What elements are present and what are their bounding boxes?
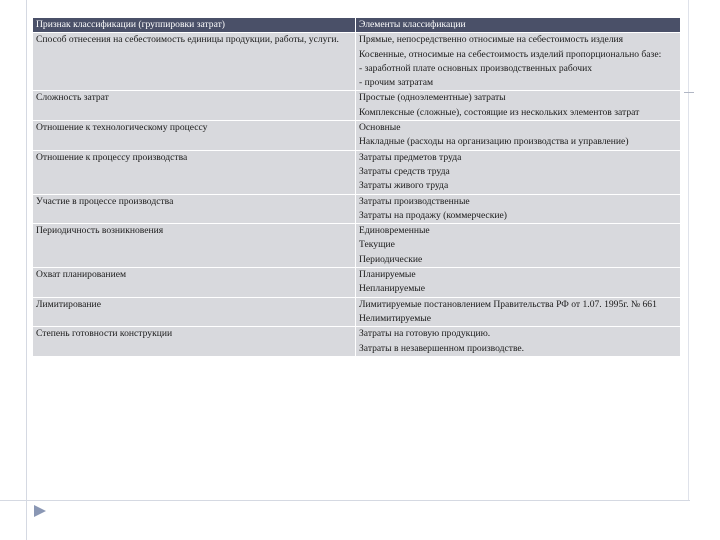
elements-cell xyxy=(356,224,681,268)
table-header-row xyxy=(33,18,681,33)
table-row xyxy=(33,33,681,91)
right-tick-mark xyxy=(684,92,694,93)
table-row xyxy=(33,327,681,357)
elements-cell xyxy=(356,327,681,357)
elements-text: Затраты производственные Затраты на продажу (коммерческие) xyxy=(359,195,507,221)
elements-text: Планируемые Непланируемые xyxy=(359,269,426,295)
header-feature: Признак классификации (группировки затрат) xyxy=(33,18,356,33)
elements-text: Прямые, непосредственно относимые на себестоимость изделия Косвенные, относимые на себестоимость изделий пропорционально базе: - заработной плате основных производственных рабочих - прочим затратам xyxy=(359,34,662,89)
elements-text: Затраты на готовую продукцию. Затраты в незавершенном производстве. xyxy=(359,328,525,354)
elements-text: Единовременные Текущие Периодические xyxy=(359,225,430,265)
elements-cell xyxy=(356,150,681,194)
elements-cell xyxy=(356,268,681,298)
feature-cell: Охват планированием xyxy=(33,268,356,298)
feature-cell: Степень готовности конструкции xyxy=(33,327,356,357)
elements-text: Основные Накладные (расходы на организацию производства и управление) xyxy=(359,122,629,148)
elements-cell xyxy=(356,194,681,224)
header-elements: Элементы классификации xyxy=(356,18,681,33)
elements-cell xyxy=(356,33,681,91)
table-row xyxy=(33,91,681,121)
feature-cell: Отношение к процессу производства xyxy=(33,150,356,194)
feature-cell: Лимитирование xyxy=(33,297,356,327)
elements-cell xyxy=(356,121,681,151)
feature-cell: Сложность затрат xyxy=(33,91,356,121)
feature-cell: Отношение к технологическому процессу xyxy=(33,121,356,151)
triangle-right-icon[interactable] xyxy=(33,504,47,518)
table-row xyxy=(33,224,681,268)
right-guide-line xyxy=(688,0,689,500)
bottom-guide-line xyxy=(0,500,690,501)
table-row xyxy=(33,297,681,327)
elements-text: Лимитируемые постановлением Правительства РФ от 1.07. 1995г. № 661 Нелимитируемые xyxy=(359,298,657,324)
table-row xyxy=(33,268,681,298)
feature-cell: Периодичность возникновения xyxy=(33,224,356,268)
elements-text: Затраты предметов труда Затраты средств труда Затраты живого труда xyxy=(359,151,462,192)
table-row xyxy=(33,150,681,194)
elements-cell xyxy=(356,297,681,327)
classification-table xyxy=(32,17,681,357)
elements-cell xyxy=(356,91,681,121)
left-guide-line xyxy=(26,0,27,540)
feature-cell: Способ отнесения на себестоимость единицы продукции, работы, услуги. xyxy=(33,33,356,91)
feature-cell: Участие в процессе производства xyxy=(33,194,356,224)
elements-text: Простые (одноэлементные) затраты Комплексные (сложные), состоящие из нескольких элементов затрат xyxy=(359,92,640,118)
table-row xyxy=(33,121,681,151)
table-row xyxy=(33,194,681,224)
